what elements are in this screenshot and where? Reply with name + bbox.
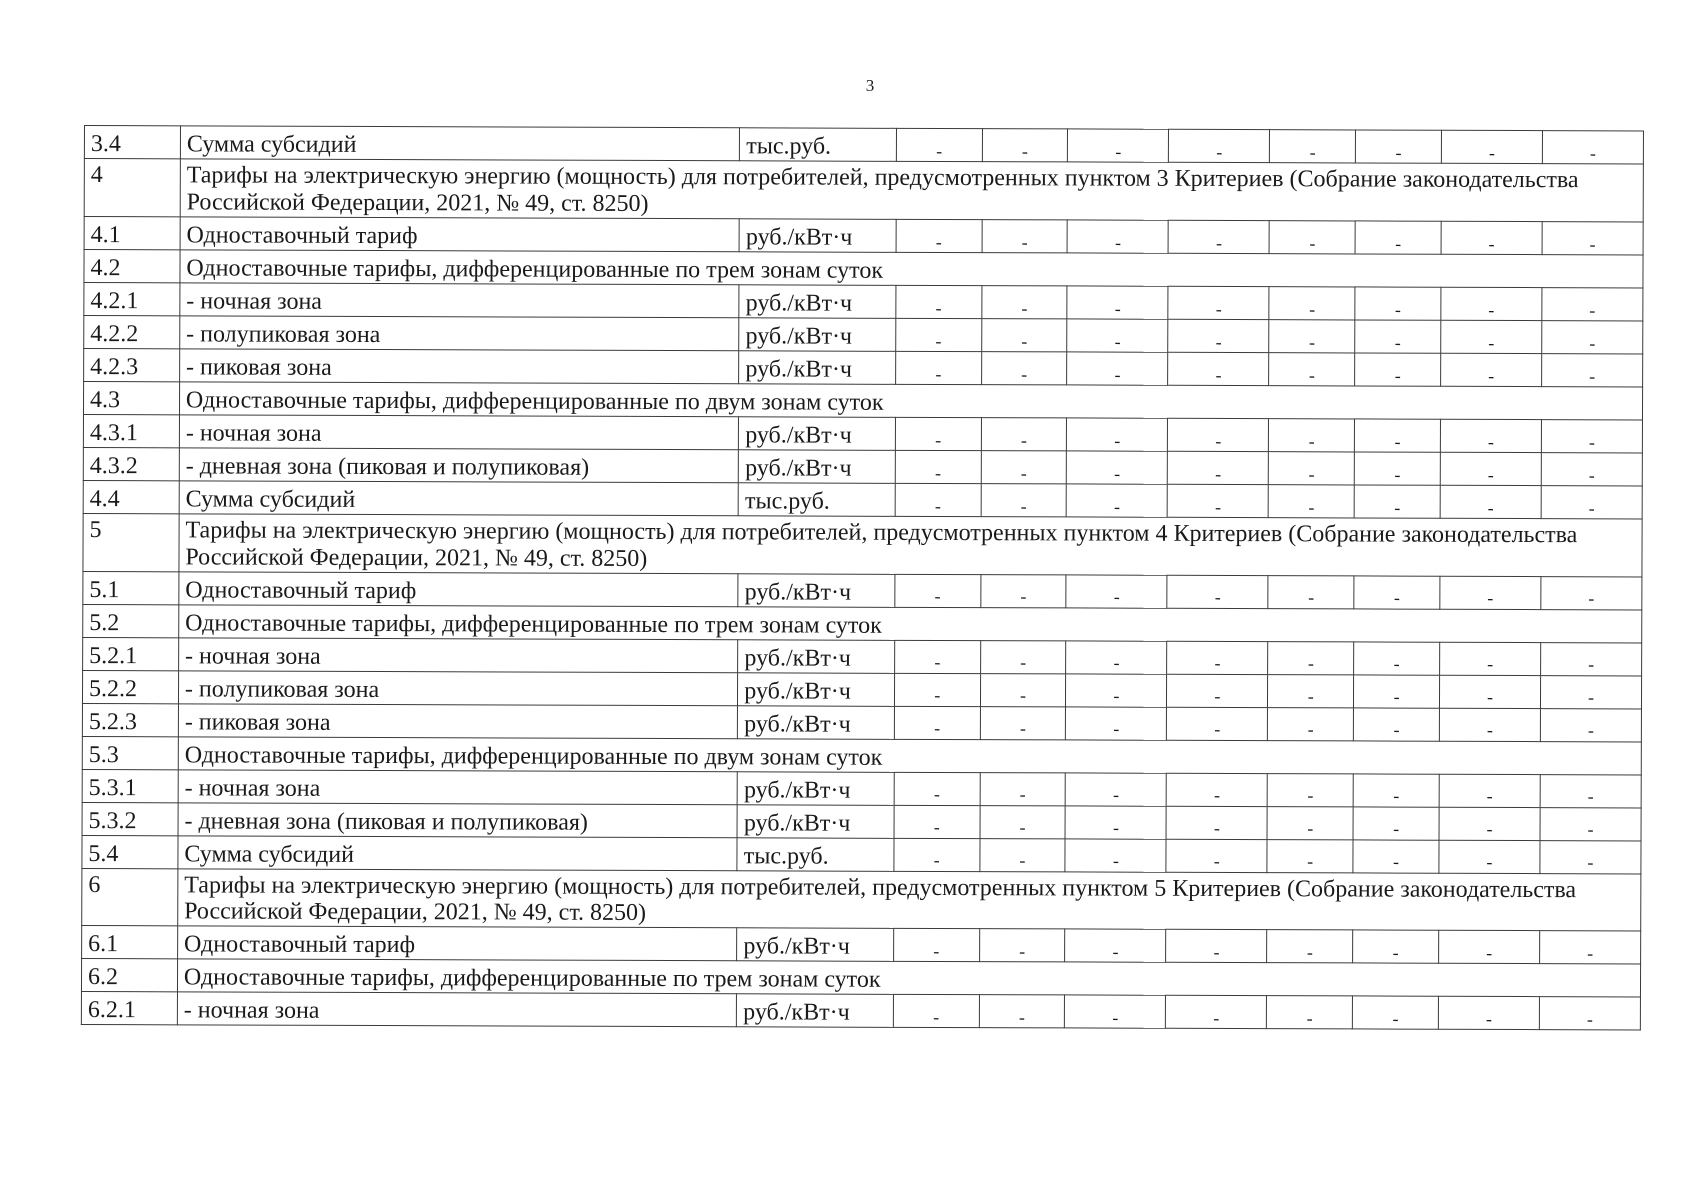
value-cell: - <box>1440 576 1541 609</box>
row-unit-cell: руб./кВт·ч <box>737 804 894 838</box>
table-row-data <box>83 571 1642 609</box>
row-number-cell: 4 <box>84 159 180 217</box>
row-label-cell: Одноставочные тарифы, дифференцированные по двум зонам суток <box>179 382 1642 420</box>
row-label-cell: Тарифы на электрическую энергию (мощность) для потребителей, предусмотренных пунктом 3 Критериев (Собрание законодательства Российской Федерации, 2021, № 49, ст. 8250) <box>180 159 1643 222</box>
value-cell: - <box>980 805 1066 838</box>
table-row-data <box>83 637 1642 675</box>
row-label-cell: - пиковая зона <box>178 703 737 738</box>
value-cell: - <box>1268 484 1354 517</box>
row-label-cell: Одноставочный тариф <box>179 571 738 606</box>
value-cell: - <box>1540 708 1641 741</box>
value-cell: - <box>981 318 1067 351</box>
table-row-header <box>84 159 1643 222</box>
value-cell: - <box>1269 352 1355 385</box>
row-label-cell: - ночная зона <box>177 992 736 1027</box>
value-cell: - <box>1167 707 1268 740</box>
value-cell: - <box>1067 220 1168 253</box>
row-label-cell: Сумма субсидий <box>180 126 739 161</box>
value-cell: - <box>894 706 980 739</box>
row-unit-cell: руб./кВт·ч <box>739 417 896 451</box>
value-cell: - <box>1440 452 1541 485</box>
value-cell: - <box>1269 220 1355 253</box>
row-label-cell: Одноставочные тарифы, дифференцированные по двум зонам суток <box>178 736 1641 774</box>
value-cell: - <box>1354 707 1440 740</box>
row-label-cell: Одноставочные тарифы, дифференцированные по трем зонам суток <box>180 250 1643 288</box>
value-cell: - <box>1168 319 1269 352</box>
row-label-cell: - дневная зона (пиковая и полупиковая) <box>179 448 738 483</box>
row-number-cell: 5 <box>83 513 179 571</box>
table-row-data <box>84 348 1643 386</box>
value-cell: - <box>895 417 981 450</box>
value-cell: - <box>1066 673 1167 706</box>
row-number-cell: 4.2.1 <box>84 282 180 315</box>
value-cell: - <box>1167 641 1268 674</box>
value-cell: - <box>895 351 981 384</box>
value-cell: - <box>1439 840 1540 873</box>
value-cell: - <box>1167 674 1268 707</box>
value-cell: - <box>1438 996 1539 1029</box>
value-cell: - <box>980 673 1066 706</box>
value-cell: - <box>1065 995 1166 1028</box>
row-label-cell: - ночная зона <box>179 415 738 450</box>
row-label-cell: - пиковая зона <box>180 349 739 384</box>
value-cell: - <box>1166 930 1267 963</box>
value-cell: - <box>1166 839 1267 872</box>
row-unit-cell: руб./кВт·ч <box>739 351 896 385</box>
table-row-data <box>83 447 1642 485</box>
value-cell: - <box>1268 641 1354 674</box>
row-unit-cell: руб./кВт·ч <box>738 573 895 607</box>
row-unit-cell: тыс.руб. <box>738 483 895 517</box>
value-cell: - <box>1067 286 1168 319</box>
value-cell: - <box>1167 575 1268 608</box>
row-unit-cell: тыс.руб. <box>740 128 897 162</box>
row-unit-cell: руб./кВт·ч <box>739 285 896 319</box>
value-cell: - <box>896 318 982 351</box>
row-number-cell: 4.3.1 <box>83 414 179 447</box>
value-cell: - <box>1168 418 1269 451</box>
row-label-cell: - ночная зона <box>179 637 738 672</box>
table-body <box>81 126 1643 1031</box>
row-unit-cell: руб./кВт·ч <box>738 672 895 706</box>
value-cell: - <box>1355 287 1441 320</box>
value-cell: - <box>1355 353 1441 386</box>
value-cell: - <box>1168 352 1269 385</box>
row-label-cell: - полупиковая зона <box>180 316 739 351</box>
value-cell: - <box>1541 419 1642 452</box>
value-cell: - <box>1441 353 1542 386</box>
value-cell: - <box>1542 353 1643 386</box>
row-unit-cell: руб./кВт·ч <box>737 928 894 962</box>
row-number-cell: 4.2.3 <box>84 348 180 381</box>
page-number: 3 <box>865 76 875 95</box>
value-cell: - <box>1439 807 1540 840</box>
value-cell: - <box>893 929 979 962</box>
row-number-cell: 4.2 <box>84 249 180 282</box>
value-cell: - <box>894 673 980 706</box>
value-cell: - <box>896 219 982 252</box>
row-number-cell: 5.3 <box>82 736 178 769</box>
value-cell: - <box>979 995 1065 1028</box>
value-cell: - <box>1540 774 1641 807</box>
value-cell: - <box>1439 930 1540 963</box>
row-number-cell: 5.2.3 <box>82 703 178 736</box>
value-cell: - <box>1440 419 1541 452</box>
row-number-cell: 6 <box>82 868 178 926</box>
table-row-data <box>82 802 1641 840</box>
value-cell: - <box>1540 807 1641 840</box>
table-row-data <box>82 769 1641 807</box>
value-cell: - <box>1166 806 1267 839</box>
value-cell: - <box>1269 286 1355 319</box>
table-row-subheader <box>82 736 1641 774</box>
value-cell: - <box>1167 773 1268 806</box>
value-cell: - <box>896 285 982 318</box>
value-cell: - <box>1439 774 1540 807</box>
value-cell: - <box>1356 130 1442 163</box>
row-label-cell: - полупиковая зона <box>178 670 737 705</box>
value-cell: - <box>982 129 1068 162</box>
table-row-data <box>82 926 1641 964</box>
value-cell: - <box>1355 320 1441 353</box>
value-cell: - <box>982 219 1068 252</box>
table-row-data <box>82 703 1641 741</box>
value-cell: - <box>1267 806 1353 839</box>
value-cell: - <box>1353 996 1439 1029</box>
value-cell: - <box>980 640 1066 673</box>
value-cell: - <box>1354 641 1440 674</box>
value-cell: - <box>1542 287 1643 320</box>
value-cell: - <box>1542 320 1643 353</box>
value-cell: - <box>1355 419 1441 452</box>
row-label-cell: - ночная зона <box>180 283 739 318</box>
value-cell: - <box>1065 929 1166 962</box>
table-row-data <box>84 282 1643 320</box>
table-row-data <box>84 216 1643 254</box>
row-number-cell: 4.3.2 <box>83 447 179 480</box>
row-unit-cell: руб./кВт·ч <box>737 771 894 805</box>
value-cell: - <box>1353 930 1439 963</box>
value-cell: - <box>1541 452 1642 485</box>
row-label-cell: - ночная зона <box>178 769 737 804</box>
row-unit-cell: руб./кВт·ч <box>739 219 896 253</box>
value-cell: - <box>1441 320 1542 353</box>
row-label-cell: Тарифы на электрическую энергию (мощность) для потребителей, предусмотренных пунктом 4 Критериев (Собрание законодательства Российской Федерации, 2021, № 49, ст. 8250) <box>179 514 1642 577</box>
tariff-table <box>81 125 1644 1031</box>
table-row-data <box>82 835 1641 873</box>
value-cell: - <box>1267 996 1353 1029</box>
value-cell: - <box>1439 708 1540 741</box>
value-cell: - <box>1270 130 1356 163</box>
row-label-cell: Сумма субсидий <box>178 835 737 870</box>
row-label-cell: Одноставочные тарифы, дифференцированные по трем зонам суток <box>179 604 1642 642</box>
value-cell: - <box>1541 485 1642 518</box>
row-number-cell: 6.2.1 <box>81 992 177 1025</box>
row-number-cell: 5.4 <box>82 835 178 868</box>
table-row-data <box>81 992 1640 1030</box>
table-row-data <box>84 126 1643 164</box>
value-cell: - <box>981 351 1067 384</box>
row-number-cell: 4.3 <box>83 381 179 414</box>
row-number-cell: 5.2 <box>83 604 179 637</box>
value-cell: - <box>896 128 982 161</box>
value-cell: - <box>1166 996 1267 1029</box>
value-cell: - <box>1353 806 1439 839</box>
row-number-cell: 6.2 <box>81 959 177 992</box>
row-number-cell: 5.1 <box>83 571 179 604</box>
value-cell: - <box>895 574 981 607</box>
row-label-cell: Одноставочные тарифы, дифференцированные по трем зонам суток <box>177 959 1640 997</box>
row-number-cell: 6.1 <box>82 926 178 959</box>
value-cell: - <box>980 706 1066 739</box>
value-cell: - <box>1066 772 1167 805</box>
value-cell: - <box>1067 484 1168 517</box>
value-cell: - <box>1268 707 1354 740</box>
value-cell: - <box>1067 352 1168 385</box>
row-unit-cell: руб./кВт·ч <box>738 705 895 739</box>
value-cell: - <box>979 929 1065 962</box>
value-cell: - <box>1354 674 1440 707</box>
value-cell: - <box>981 483 1067 516</box>
table-row-data <box>84 315 1643 353</box>
value-cell: - <box>981 450 1067 483</box>
value-cell: - <box>894 772 980 805</box>
value-cell: - <box>1353 773 1439 806</box>
value-cell: - <box>1540 675 1641 708</box>
value-cell: - <box>1269 451 1355 484</box>
table-row-header <box>82 868 1641 931</box>
table-row-subheader <box>81 959 1640 997</box>
table-row-data <box>83 414 1642 452</box>
value-cell: - <box>1067 319 1168 352</box>
row-unit-cell: руб./кВт·ч <box>739 318 896 352</box>
value-cell: - <box>1267 773 1353 806</box>
value-cell: - <box>1541 576 1642 609</box>
value-cell: - <box>1354 452 1440 485</box>
value-cell: - <box>895 483 981 516</box>
row-number-cell: 4.1 <box>84 216 180 249</box>
value-cell: - <box>980 574 1066 607</box>
table-row-header <box>83 513 1642 576</box>
value-cell: - <box>895 450 981 483</box>
value-cell: - <box>1354 485 1440 518</box>
value-cell: - <box>981 285 1067 318</box>
value-cell: - <box>1268 575 1354 608</box>
row-unit-cell: тыс.руб. <box>737 837 894 871</box>
value-cell: - <box>1268 674 1354 707</box>
value-cell: - <box>1441 130 1542 163</box>
value-cell: - <box>893 995 979 1028</box>
value-cell: - <box>894 640 980 673</box>
value-cell: - <box>1353 839 1439 872</box>
value-cell: - <box>1269 418 1355 451</box>
value-cell: - <box>1066 706 1167 739</box>
value-cell: - <box>1068 129 1169 162</box>
table-row-data <box>82 670 1641 708</box>
value-cell: - <box>1066 574 1167 607</box>
row-number-cell: 4.4 <box>83 480 179 513</box>
value-cell: - <box>1065 805 1166 838</box>
value-cell: - <box>1542 221 1643 254</box>
value-cell: - <box>1066 640 1167 673</box>
row-number-cell: 5.3.2 <box>82 802 178 835</box>
value-cell: - <box>1441 221 1542 254</box>
value-cell: - <box>1439 675 1540 708</box>
value-cell: - <box>1168 484 1269 517</box>
value-cell: - <box>894 805 980 838</box>
value-cell: - <box>981 417 1067 450</box>
value-cell: - <box>1067 451 1168 484</box>
value-cell: - <box>1065 838 1166 871</box>
value-cell: - <box>1541 642 1642 675</box>
row-label-cell: Одноставочный тариф <box>178 926 737 961</box>
value-cell: - <box>1267 839 1353 872</box>
value-cell: - <box>1067 418 1168 451</box>
row-label-cell: - дневная зона (пиковая и полупиковая) <box>178 802 737 837</box>
value-cell: - <box>1540 931 1641 964</box>
row-unit-cell: руб./кВт·ч <box>737 994 894 1028</box>
value-cell: - <box>1267 930 1353 963</box>
value-cell: - <box>1354 575 1440 608</box>
value-cell: - <box>980 838 1066 871</box>
row-unit-cell: руб./кВт·ч <box>739 450 896 484</box>
value-cell: - <box>1441 287 1542 320</box>
row-number-cell: 4.2.2 <box>84 315 180 348</box>
row-unit-cell: руб./кВт·ч <box>738 639 895 673</box>
row-label-cell: Тарифы на электрическую энергию (мощность) для потребителей, предусмотренных пунктом 5 Критериев (Собрание законодательства Российской Федерации, 2021, № 49, ст. 8250) <box>178 868 1641 931</box>
row-number-cell: 3.4 <box>84 126 180 159</box>
value-cell: - <box>1169 129 1270 162</box>
table-row-subheader <box>83 604 1642 642</box>
value-cell: - <box>1440 642 1541 675</box>
value-cell: - <box>1539 997 1640 1030</box>
value-cell: - <box>1542 131 1643 164</box>
table-row-subheader <box>84 249 1643 287</box>
value-cell: - <box>1355 221 1441 254</box>
value-cell: - <box>980 772 1066 805</box>
row-label-cell: Одноставочный тариф <box>180 217 739 252</box>
value-cell: - <box>1168 451 1269 484</box>
table-row-data <box>83 480 1642 518</box>
row-label-cell: Сумма субсидий <box>179 481 738 516</box>
value-cell: - <box>1269 319 1355 352</box>
value-cell: - <box>894 838 980 871</box>
value-cell: - <box>1168 220 1269 253</box>
row-number-cell: 5.2.2 <box>82 670 178 703</box>
value-cell: - <box>1540 840 1641 873</box>
value-cell: - <box>1440 485 1541 518</box>
value-cell: - <box>1168 286 1269 319</box>
row-number-cell: 5.3.1 <box>82 769 178 802</box>
table-row-subheader <box>83 381 1642 419</box>
row-number-cell: 5.2.1 <box>83 637 179 670</box>
